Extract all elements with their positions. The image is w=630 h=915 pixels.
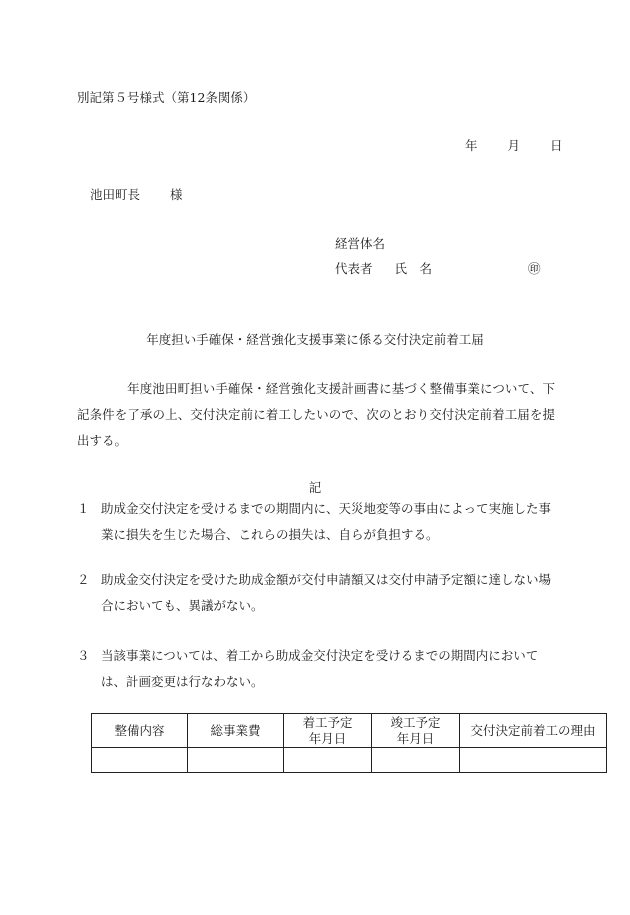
representative-line [335,259,432,277]
table-cell[interactable] [372,748,460,773]
table-cell[interactable] [92,748,188,773]
header-cell-work-content: 整備内容 [92,714,188,748]
business-name-label: 経営体名 [335,236,386,251]
schedule-table [91,713,607,773]
date-year: 年 [465,138,478,153]
date-day: 日 [550,138,563,153]
condition-item [77,567,555,619]
body-paragraph-text: 年度池田町担い手確保・経営強化支援計画書に基づく整備事業について、下記条件を了承の上、交付決定前に着工したいので、次のとおり交付決定前着工届を提出する。 [77,381,555,448]
table-header-row [92,714,607,748]
header-cell-reason: 交付決定前着工の理由 [460,714,607,748]
table-cell[interactable] [188,748,284,773]
table-cell[interactable] [460,748,607,773]
addressee-honorific: 様 [170,187,183,202]
header-cell-completion-date: 竣工予定 年月日 [372,714,460,748]
addressee [90,185,183,203]
date-line [465,136,563,154]
condition-text: 助成金交付決定を受けた助成金額が交付申請額又は交付申請予定額に達しない場合においても、異議がない。 [101,572,552,613]
condition-item [77,643,555,695]
header-cell-total-cost: 総事業費 [188,714,284,748]
ki-heading: 記 [308,480,322,495]
table-row [92,748,607,773]
condition-item [77,496,555,548]
addressee-name: 池田町長 [90,187,141,202]
representative-label: 代表者 [335,261,373,276]
header-cell-start-date: 着工予定 年月日 [284,714,372,748]
body-paragraph [77,376,555,454]
condition-number: ３ [77,648,90,663]
table-cell[interactable] [284,748,372,773]
condition-number: １ [77,501,90,516]
seal-mark: ㊞ [528,261,541,276]
condition-text: 助成金交付決定を受けるまでの期間内に、天災地変等の事由によって実施した事業に損失を生じた場合、これらの損失は、自らが負担する。 [101,501,552,542]
name-label: 氏 名 [394,261,433,276]
condition-text: 当該事業については、着工から助成金交付決定を受けるまでの期間内においては、計画変更は行なわない。 [101,648,539,689]
date-month: 月 [507,138,521,153]
condition-number: ２ [77,572,90,587]
form-number: 別記第５号様式（第12条関係） [77,90,256,105]
document-title: 年度担い手確保・経営強化支援事業に係る交付決定前着工届 [146,332,484,347]
